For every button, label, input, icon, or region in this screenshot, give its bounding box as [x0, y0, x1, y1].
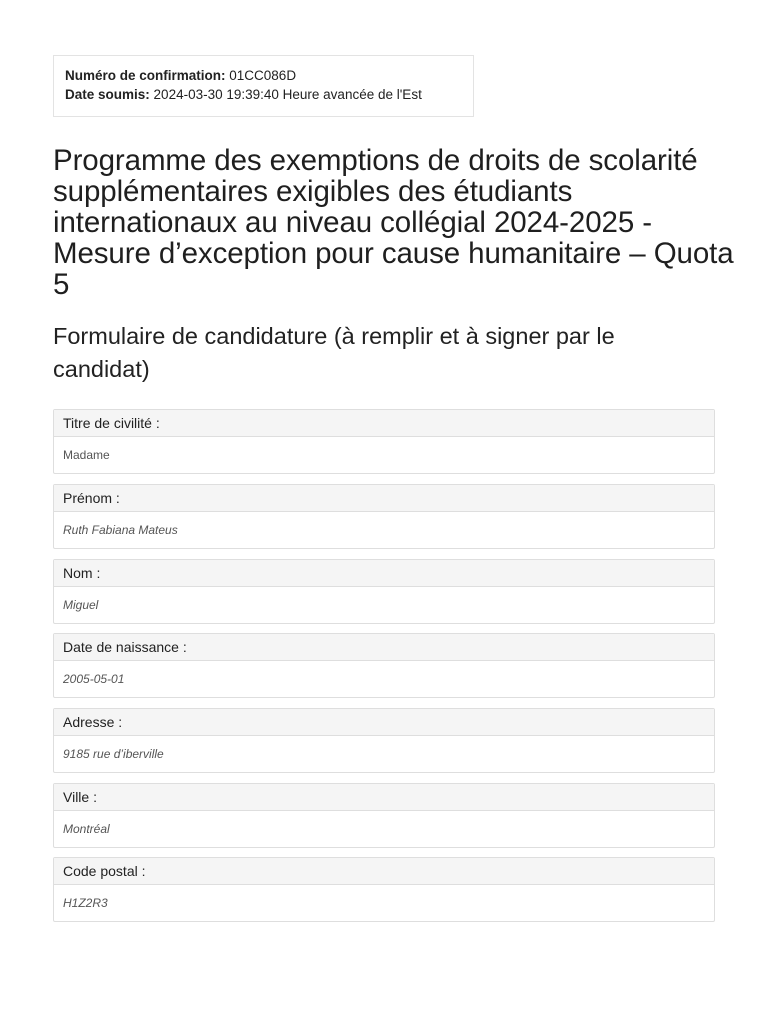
field-label-birth-date: Date de naissance : — [54, 634, 714, 661]
submission-date-value: 2024-03-30 19:39:40 Heure avancée de l'Est — [153, 87, 422, 102]
field-label-first-name: Prénom : — [54, 485, 714, 512]
confirmation-box — [53, 55, 474, 117]
confirmation-number-value: 01CC086D — [229, 68, 297, 83]
field-value-birth-date: 2005-05-01 — [63, 672, 125, 686]
confirmation-number-line — [65, 66, 462, 85]
page-title: Programme des exemptions de droits de scolarité supplémentaires exigibles des étudiants internationaux au niveau collégial 2024-2025 - Mesure d’exception pour cause humanitaire – Quota 5 — [53, 144, 734, 301]
field-last-name — [53, 559, 715, 624]
field-value-civility: Madame — [63, 448, 110, 462]
field-value-last-name: Miguel — [63, 598, 99, 612]
field-birth-date — [53, 633, 715, 698]
field-label-city: Ville : — [54, 784, 714, 811]
submission-date-label: Date soumis: — [65, 87, 150, 102]
field-value-postal-code: H1Z2R3 — [63, 896, 108, 910]
field-label-last-name: Nom : — [54, 560, 714, 587]
field-label-postal-code: Code postal : — [54, 858, 714, 885]
form-subtitle: Formulaire de candidature (à remplir et à signer par le candidat) — [53, 323, 615, 382]
field-address — [53, 708, 715, 773]
field-civility — [53, 409, 715, 474]
field-city — [53, 783, 715, 848]
submission-date-line — [65, 85, 462, 104]
field-label-address: Adresse : — [54, 709, 714, 736]
field-value-address: 9185 rue d’iberville — [63, 747, 164, 761]
field-first-name — [53, 484, 715, 549]
field-value-city: Montréal — [63, 822, 110, 836]
field-postal-code — [53, 857, 715, 922]
field-label-civility: Titre de civilité : — [54, 410, 714, 437]
field-value-first-name: Ruth Fabiana Mateus — [63, 523, 178, 537]
confirmation-number-label: Numéro de confirmation: — [65, 68, 226, 83]
